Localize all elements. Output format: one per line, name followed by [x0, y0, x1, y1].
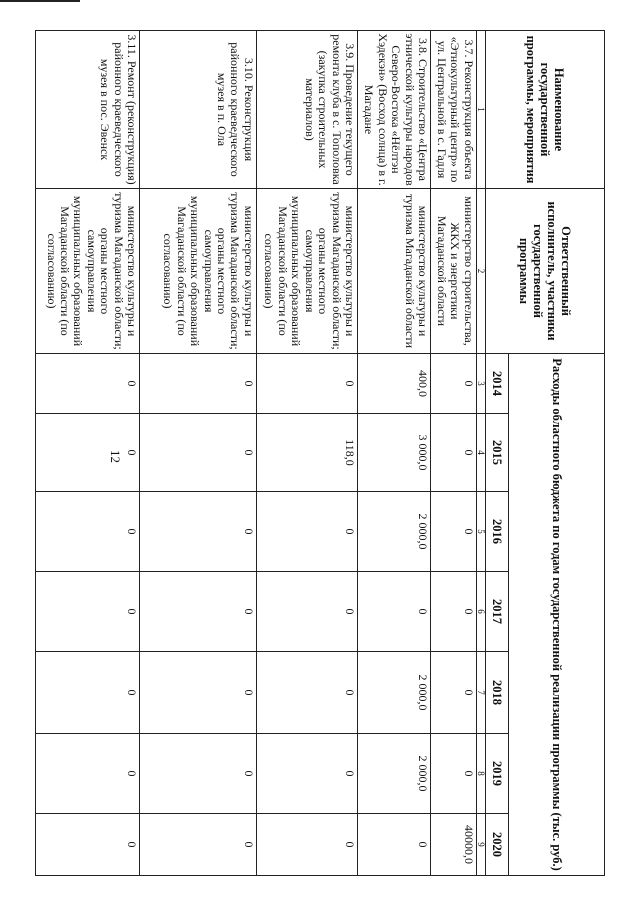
- value-cell: 0: [140, 354, 257, 414]
- value-cell: 0: [140, 734, 257, 814]
- row-executor: министерство культуры и туризма Магаданской области: [357, 189, 430, 354]
- header-executor: Ответственный исполнитель, участники государственной программы: [486, 189, 605, 354]
- year-cell: 2020: [486, 814, 509, 876]
- column-number: 8: [476, 734, 485, 814]
- value-cell: 0: [36, 652, 140, 734]
- value-cell: 0: [256, 734, 357, 814]
- value-cell: 0: [36, 734, 140, 814]
- year-cell: 2019: [486, 734, 509, 814]
- value-cell: 40000,0: [431, 814, 477, 876]
- column-number-row: [476, 31, 485, 876]
- column-number: 5: [476, 492, 485, 572]
- value-cell: 0: [36, 354, 140, 414]
- row-name: 3.8. Строительство «Центра этнической культуры народов Северо-Востока «Нёлтэн Хэдекэн» (Восход солнца) в г. Магадане: [357, 31, 430, 189]
- table-row: [36, 31, 140, 876]
- rotated-table-wrapper: [35, 30, 605, 875]
- row-executor: министерство культуры и туризма Магаданской области; органы местного самоуправления муниципальных образований Магаданской области (по согласованию): [256, 189, 357, 354]
- value-cell: 0: [140, 492, 257, 572]
- row-executor: министерство культуры и туризма Магаданской области; органы местного самоуправления муниципальных образований Магаданской области (по согласованию): [36, 189, 140, 354]
- value-cell: 0: [431, 492, 477, 572]
- row-name: 3.9. Проведение текущего ремонта клуба в с. Тополовка (закупка строительных материалов): [256, 31, 357, 189]
- value-cell: 0: [140, 572, 257, 652]
- value-cell: 0: [256, 354, 357, 414]
- column-number: 6: [476, 572, 485, 652]
- column-number: 7: [476, 652, 485, 734]
- value-cell: 0: [431, 572, 477, 652]
- table-row: [431, 31, 477, 876]
- row-name: 3.7. Реконструкция объекта «Этнокультурный центр» по ул. Центральной в с. Гадля: [431, 31, 477, 189]
- table-row: [357, 31, 430, 876]
- program-table: [35, 30, 605, 876]
- table-row: [140, 31, 257, 876]
- value-cell: 0: [431, 354, 477, 414]
- row-executor: министерство культуры и туризма Магаданской области; органы местного самоуправления муниципальных образований Магаданской области (по согласованию): [140, 189, 257, 354]
- value-cell: 0: [256, 572, 357, 652]
- value-cell: 0: [36, 414, 140, 492]
- value-cell: 0: [140, 652, 257, 734]
- value-cell: 0: [256, 492, 357, 572]
- year-cell: 2017: [486, 572, 509, 652]
- top-rule: [0, 0, 80, 2]
- row-executor: министерство строительства, ЖКХ и энергетики Магаданской области: [431, 189, 477, 354]
- column-number: 4: [476, 414, 485, 492]
- column-number: 1: [476, 31, 485, 189]
- value-cell: 0: [431, 734, 477, 814]
- header-expenses: Расходы областного бюджета по годам государственной реализации программы (тыс. руб.): [509, 354, 605, 876]
- value-cell: 400,0: [357, 354, 430, 414]
- value-cell: 2 000,0: [357, 492, 430, 572]
- table-row: [256, 31, 357, 876]
- value-cell: 0: [431, 652, 477, 734]
- value-cell: 0: [36, 492, 140, 572]
- value-cell: 0: [357, 572, 430, 652]
- row-name: 3.11. Ремонт (реконструкция) районного краеведческого музея в пос. Эвенск: [36, 31, 140, 189]
- value-cell: 0: [256, 814, 357, 876]
- column-number: 9: [476, 814, 485, 876]
- year-cell: 2018: [486, 652, 509, 734]
- value-cell: 2 000,0: [357, 652, 430, 734]
- value-cell: 0: [357, 814, 430, 876]
- value-cell: 0: [140, 414, 257, 492]
- column-number: 2: [476, 189, 485, 354]
- row-name: 3.10. Реконструкция районного краеведческого музея в п. Ола: [140, 31, 257, 189]
- value-cell: 0: [256, 652, 357, 734]
- value-cell: 2 000,0: [357, 734, 430, 814]
- value-cell: 118,0: [256, 414, 357, 492]
- value-cell: 0: [36, 814, 140, 876]
- column-number: 3: [476, 354, 485, 414]
- year-cell: 2015: [486, 414, 509, 492]
- year-cell: 2014: [486, 354, 509, 414]
- year-cell: 2016: [486, 492, 509, 572]
- value-cell: 0: [140, 814, 257, 876]
- page-number: 12: [108, 450, 123, 463]
- header-name: Наименование государственной программы, мероприятия: [486, 31, 605, 189]
- value-cell: 0: [431, 414, 477, 492]
- value-cell: 3 000,0: [357, 414, 430, 492]
- value-cell: 0: [36, 572, 140, 652]
